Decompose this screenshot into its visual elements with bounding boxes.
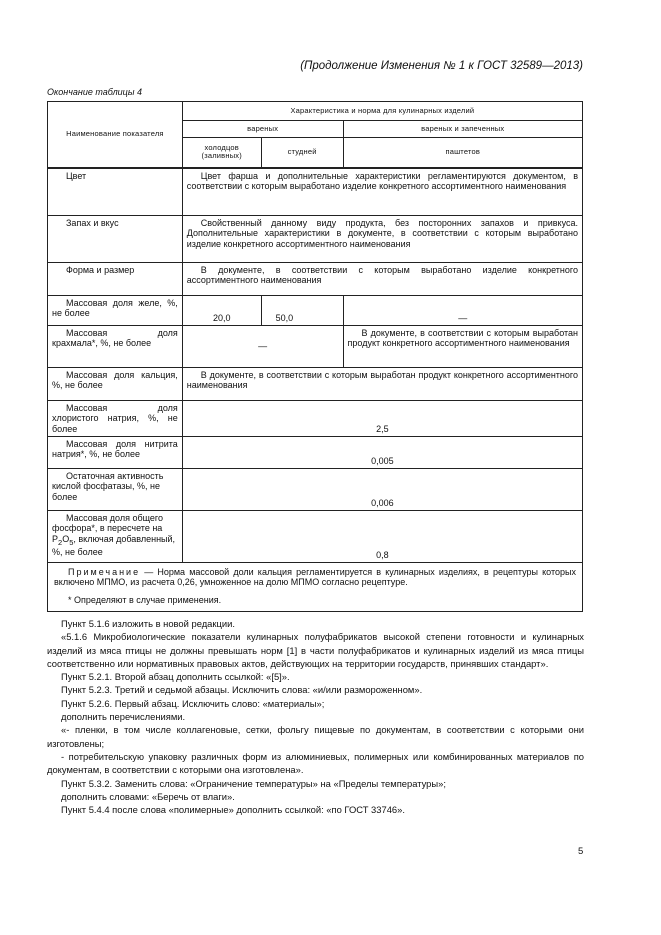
row-name: Массовая доля желе, %, не более [48,296,183,326]
note-row [48,563,583,612]
row-value: 2,5 [182,401,582,437]
row-name: Форма и размер [48,263,183,296]
table-row [48,263,583,296]
row-value: Цвет фарша и дополнительные характеристики регламентируются документом, в соответствии с которым выработано изделие конкретного ассортиментного наименования [182,168,582,216]
indicators-table [47,101,583,612]
row-name: Массовая доля хлористого натрия, %, не более [48,401,183,437]
row-name: Массовая доля кальция, %, не более [48,368,183,401]
row-value-boiled: — [182,326,343,368]
header-indicator-name: Наименование показателя [48,102,183,168]
row-value-cold: 20,0 [182,296,261,326]
table-row [48,437,583,469]
row-name: Цвет [48,168,183,216]
header-jelly: студней [261,138,343,168]
header-boiled: вареных [182,121,343,138]
table-row [48,511,583,563]
table-footnote: * Определяют в случае применения. [68,594,222,605]
table-row [48,469,583,511]
row-value: 0,006 [182,469,582,511]
table-row [48,168,583,216]
row-name: Запах и вкус [48,216,183,263]
row-name: Массовая доля общего фосфора*, в пересчете на $P_2O_5$, включая добавленный, %, не более [48,511,183,563]
header-characteristic: Характеристика и норма для кулинарных изделий [182,102,582,121]
row-value-pate: В документе, в соответствии с которым выработан продукт конкретного ассортиментного наименования [343,326,582,368]
document-header: (Продолжение Изменения № 1 к ГОСТ 32589—2013) [300,60,583,72]
row-value: В документе, в соответствии с которым выработан продукт конкретного ассортиментного наименования [182,368,582,401]
paragraph: «- пленки, в том числе коллагеновые, сетки, фольгу пищевые по документам, в соответствии с которыми они изготовлены; [47,724,584,749]
table-row [48,401,583,437]
paragraph: дополнить перечислениями. [61,711,186,723]
header-pate: паштетов [343,138,582,168]
row-value: 0,005 [182,437,582,469]
paragraph: Пункт 5.2.3. Третий и седьмой абзацы. Исключить слова: «и/или размороженном». [61,684,423,696]
row-value: 0,8 [182,511,582,563]
row-value-jelly: 50,0 [261,296,343,326]
paragraph: - потребительскую упаковку различных форм из алюминиевых, полимерных или комбинированных материалов по документам, в соответствии с которыми она изготовлена». [47,750,584,776]
page-number: 5 [578,846,584,857]
paragraph: дополнить словами: «Беречь от влаги». [61,790,235,802]
amendment-text [47,617,584,816]
paragraph: Пункт 5.2.6. Первый абзац. Исключить слово: «материалы»; [61,697,325,709]
row-value: Свойственный данному виду продукта, без посторонних запахов и привкуса. Дополнительные характеристики в документе, в соответствии с которым выработано изделие конкретного ассортиментного наименования [182,216,582,263]
row-value: В документе, в соответствии с которым выработано изделие конкретного ассортиментного наименования [182,263,582,296]
paragraph: Пункт 5.2.1. Второй абзац дополнить ссылкой: «[5]». [61,671,290,683]
note-label: Примечание [68,567,141,578]
header-cold-dishes: холодцов (заливных) [182,138,261,168]
note-text: — Норма массовой доли кальция регламентируется в кулинарных изделиях, в рецептуры которых включено МПМО, из расчета 0,26, умноженное на долю МПМО согласно рецептуре. [54,567,576,588]
table-row [48,216,583,263]
row-name: Остаточная активность кислой фосфатазы, %, не более [48,469,183,511]
header-boiled-baked: вареных и запеченных [343,121,582,138]
row-name: Массовая доля крахмала*, %, не более [48,326,183,368]
table-row [48,296,583,326]
row-name: Массовая доля нитрита натрия*, %, не более [48,437,183,469]
table-row [48,326,583,368]
paragraph: «5.1.6 Микробиологические показатели кулинарных полуфабрикатов высокой степени готовности и кулинарных изделий из мяса птицы не должны превышать норм [1] в части полуфабрикатов и кулинарных изделий из мяса птицы соответственно или нормативных правовых актов, действующих на территории государств, принявших стандарт». [47,631,584,669]
table-note [54,567,576,588]
paragraph: Пункт 5.4.4 после слова «полимерные» дополнить ссылкой: «по ГОСТ 33746». [61,804,405,816]
table-row [48,368,583,401]
table-caption: Окончание таблицы 4 [47,87,142,97]
paragraph: Пункт 5.1.6 изложить в новой редакции. [61,618,235,629]
paragraph: Пункт 5.3.2. Заменить слова: «Ограничение температуры» на «Пределы температуры»; [61,777,446,789]
row-value-pate: — [343,296,582,326]
